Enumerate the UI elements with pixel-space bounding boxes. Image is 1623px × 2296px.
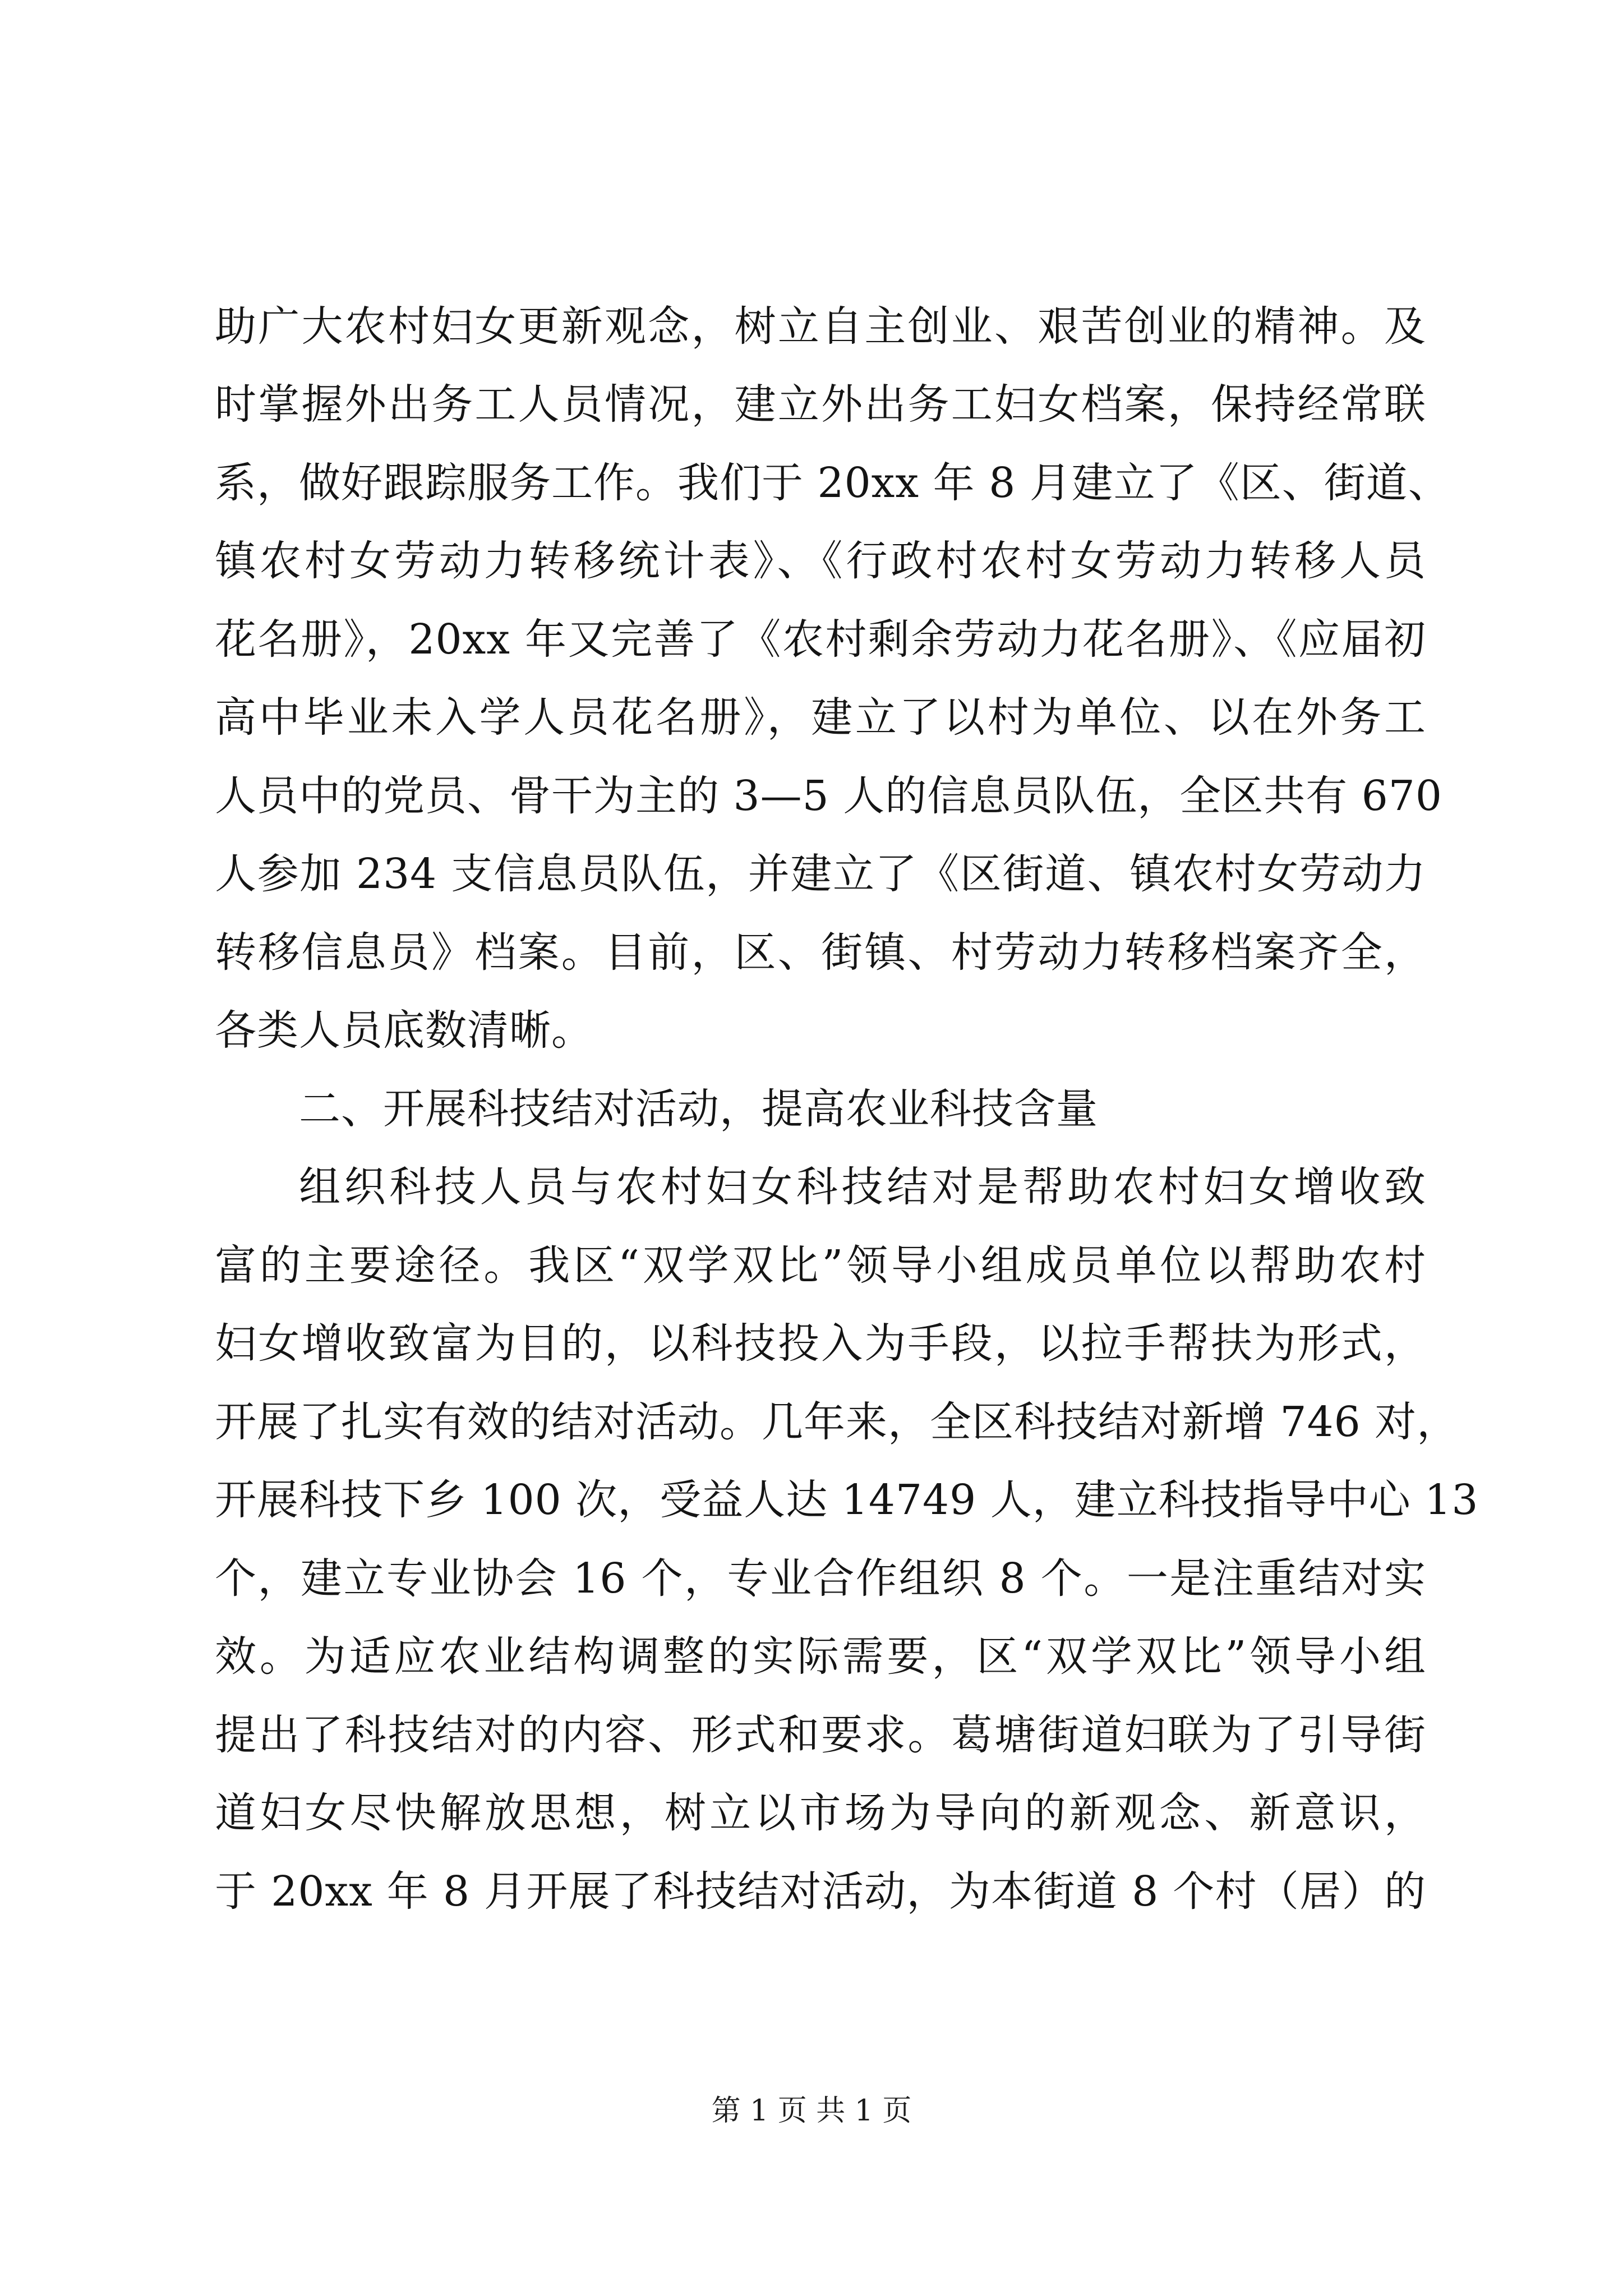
text-line-20: 道妇女尽快解放思想，树立以市场为导向的新观念、新意识， [215,1789,1426,1837]
text-line-17: 个，建立专业协会 16 个，专业合作组织 8 个。一是注重结对实 [215,1554,1426,1603]
text-line-8: 人参加 234 支信息员队伍，并建立了《区街道、镇农村女劳动力 [215,850,1426,898]
text-line-14: 妇女增收致富为目的，以科技投入为手段，以拉手帮扶为形式， [215,1319,1426,1368]
text-line-21: 于 20xx 年 8 月开展了科技结对活动，为本街道 8 个村（居）的 [215,1867,1426,1916]
text-line-18: 效。为适应农业结构调整的实际需要，区“双学双比”领导小组 [215,1632,1426,1681]
section-heading: 二、开展科技结对活动，提高农业科技含量 [299,1085,1098,1133]
text-line-13: 富的主要途径。我区“双学双比”领导小组成员单位以帮助农村 [215,1241,1426,1290]
text-line-5: 花名册》，20xx 年又完善了《农村剩余劳动力花名册》、《应届初 [215,615,1426,664]
text-line-6: 高中毕业未入学人员花名册》，建立了以村为单位、以在外务工 [215,693,1426,742]
text-line-19: 提出了科技结对的内容、形式和要求。葛塘街道妇联为了引导街 [215,1711,1426,1759]
text-line-4: 镇农村女劳动力转移统计表》、《行政村农村女劳动力转移人员 [215,537,1426,585]
text-line-1: 助广大农村妇女更新观念，树立自主创业、艰苦创业的精神。及 [215,302,1426,351]
text-line-3: 系，做好跟踪服务工作。我们于 20xx 年 8 月建立了《区、街道、 [215,459,1450,507]
text-line-16: 开展科技下乡 100 次，受益人达 14749 人，建立科技指导中心 13 [215,1476,1479,1524]
page-footer: 第 1 页 共 1 页 [711,2094,912,2128]
text-line-10: 各类人员底数清晰。 [215,1006,593,1055]
text-line-15: 开展了扎实有效的结对活动。几年来，全区科技结对新增 746 对， [215,1398,1459,1446]
text-line-9: 转移信息员》档案。目前，区、街镇、村劳动力转移档案齐全， [215,928,1426,977]
text-line-2: 时掌握外出务工人员情况，建立外出务工妇女档案，保持经常联 [215,380,1426,429]
text-line-7: 人员中的党员、骨干为主的 3—5 人的信息员队伍，全区共有 670 [215,772,1442,820]
text-line-12: 组织科技人员与农村妇女科技结对是帮助农村妇女增收致 [299,1163,1426,1211]
